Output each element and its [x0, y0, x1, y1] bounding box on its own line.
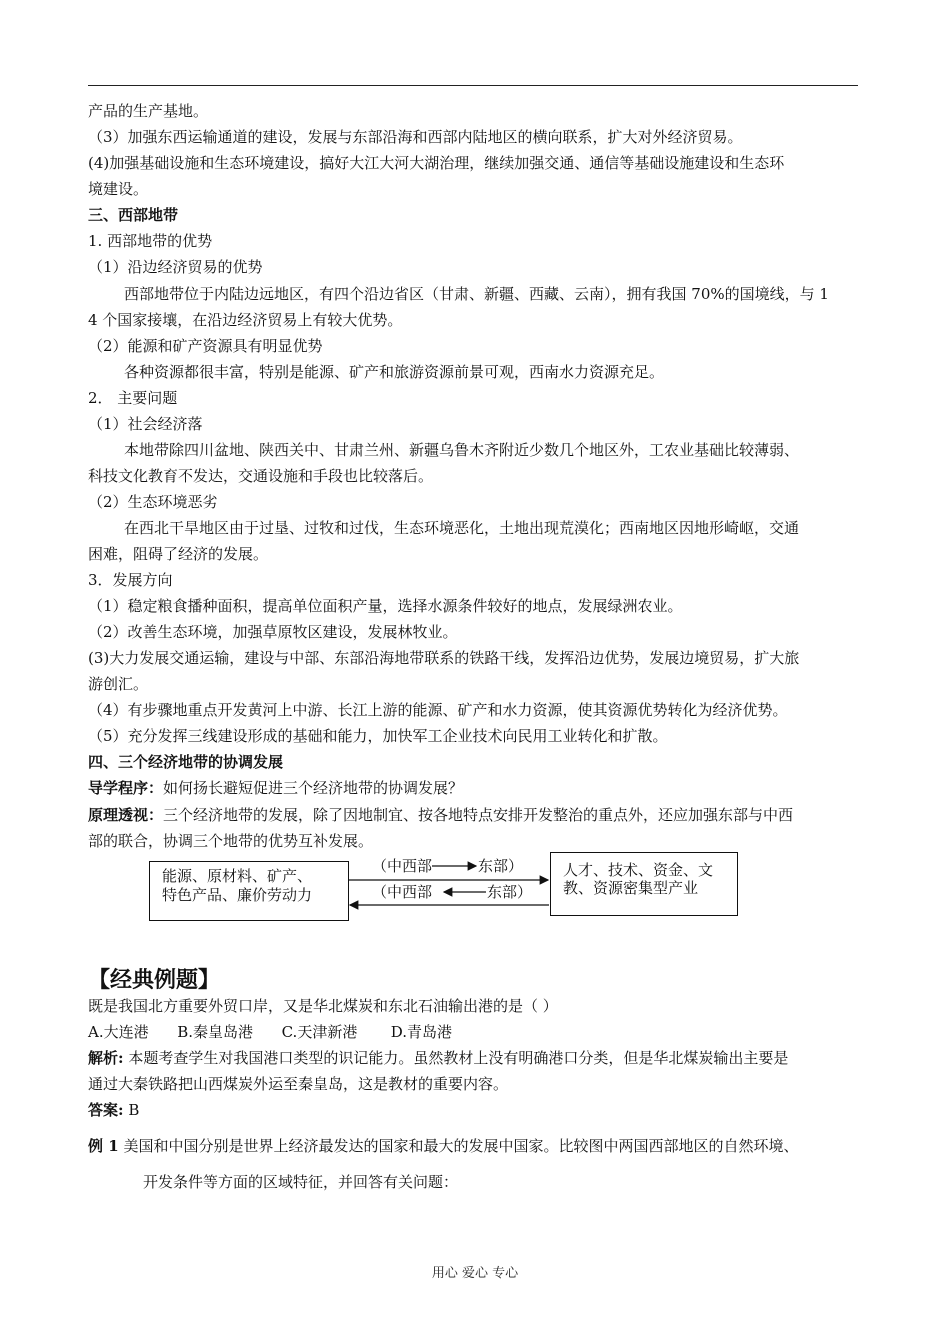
answer-label: 答案:	[88, 1101, 124, 1119]
section-heading: 三、西部地带	[88, 206, 179, 224]
bottom-arrow-from: （中西部	[372, 883, 433, 901]
principle-label: 原理透视：	[88, 806, 164, 824]
analysis-text: 本题考查学生对我国港口类型的识记能力。虽然教材上没有明确港口分类，但是华北煤炭输出主要是	[123, 1049, 789, 1067]
text-line: 产品的生产基地。	[88, 102, 209, 120]
guide-text: 如何扬长避短促进三个经济地带的协调发展？	[163, 779, 464, 797]
guide-label: 导学程序：	[88, 779, 164, 797]
text-line: 科技文化教育不发达，交通设施和手段也比较落后。	[88, 467, 434, 485]
text-line: （2）改善生态环境，加强草原牧区建设，发展林牧业。	[88, 623, 458, 641]
page-footer: 用心 爱心 专心	[431, 1266, 519, 1281]
principle-text: 三个经济地带的发展，除了因地制宜、按各地特点安排开发整治的重点外，还应加强东部与中西	[163, 806, 794, 824]
text-line: （4）有步骤地重点开发黄河上中游、长江上游的能源、矿产和水力资源，使其资源优势转化为经济优势。	[88, 701, 788, 719]
text-line: 本地带除四川盆地、陕西关中、甘肃兰州、新疆乌鲁木齐附近少数几个地区外，工农业基础比较薄弱、	[124, 441, 800, 459]
analysis-text-2: 通过大秦铁路把山西煤炭外运至秦皇岛，这是教材的重要内容。	[88, 1075, 509, 1093]
left-box-line1: 能源、原材料、矿产、	[162, 867, 313, 885]
top-arrow-from: （中西部	[372, 857, 433, 875]
subheading: 2． 主要问题	[88, 389, 178, 407]
section-heading: 四、三个经济地带的协调发展	[88, 753, 284, 771]
right-box-line1: 人才、技术、资金、文	[563, 861, 714, 879]
top-arrow-to: 东部）	[478, 857, 524, 875]
text-line: 西部地带位于内陆边远地区，有四个沿边省区（甘肃、新疆、西藏、云南），拥有我国 70%的国境线，与 1	[124, 285, 829, 303]
text-line: （2）能源和矿产资源具有明显优势	[88, 337, 323, 355]
example1-line	[88, 1136, 798, 1156]
text-line: 部的联合，协调三个地带的优势互补发展。	[88, 832, 374, 850]
text-line: (4)加强基础设施和生态环境建设，搞好大江大河大湖治理，继续加强交通、通信等基础设施建设和生态环	[88, 154, 785, 172]
examples-title: 【经典例题】	[88, 967, 221, 993]
text-line: 困难，阻碍了经济的发展。	[88, 545, 269, 563]
text-line: （1）社会经济落	[88, 415, 203, 433]
text-line: （5）充分发挥三线建设形成的基础和能力，加快军工企业技术向民用工业转化和扩散。	[88, 727, 668, 745]
text-line: (3)大力发展交通运输，建设与中部、东部沿海地带联系的铁路干线，发挥沿边优势，发展边境贸易，扩大旅	[88, 649, 800, 667]
right-box-line2: 教、资源密集型产业	[563, 879, 699, 897]
left-box-line2: 特色产品、廉价劳动力	[162, 886, 313, 904]
text-line: （1）稳定粮食播种面积，提高单位面积产量，选择水源条件较好的地点，发展绿洲农业。	[88, 597, 683, 615]
analysis-line	[88, 1048, 788, 1068]
text-line: 在西北干旱地区由于过垦、过牧和过伐，生态环境恶化，土地出现荒漠化；西南地区因地形崎岖，交通	[124, 519, 800, 537]
example1-text-2: 开发条件等方面的区域特征，并回答有关问题：	[143, 1173, 459, 1191]
subheading: 3．发展方向	[88, 571, 173, 589]
example1-text: 美国和中国分别是世界上经济最发达的国家和最大的发展中国家。比较图中两国西部地区的自然环境、	[118, 1137, 799, 1155]
answer-line	[88, 1100, 139, 1120]
example1-label: 例 1	[88, 1137, 119, 1155]
question-text: 既是我国北方重要外贸口岸，又是华北煤炭和东北石油输出港的是（ ）	[88, 997, 558, 1015]
analysis-label: 解析:	[88, 1049, 124, 1067]
text-line: 境建设。	[88, 180, 149, 198]
text-line: （3）加强东西运输通道的建设，发展与东部沿海和西部内陆地区的横向联系，扩大对外经济贸易。	[88, 128, 743, 146]
text-line: （1）沿边经济贸易的优势	[88, 258, 263, 276]
text-line: （2）生态环境恶劣	[88, 493, 218, 511]
text-line: 4 个国家接壤，在沿边经济贸易上有较大优势。	[88, 311, 403, 329]
bottom-arrow-to: 东部）	[487, 883, 533, 901]
answer-options: A.大连港 B.秦皇岛港 C.天津新港 D.青岛港	[88, 1023, 452, 1041]
subheading: 1. 西部地带的优势	[88, 232, 213, 250]
answer-text: B	[123, 1101, 140, 1119]
text-line: 游创汇。	[88, 675, 149, 693]
text-line: 各种资源都很丰富，特别是能源、矿产和旅游资源前景可观，西南水力资源充足。	[124, 363, 665, 381]
